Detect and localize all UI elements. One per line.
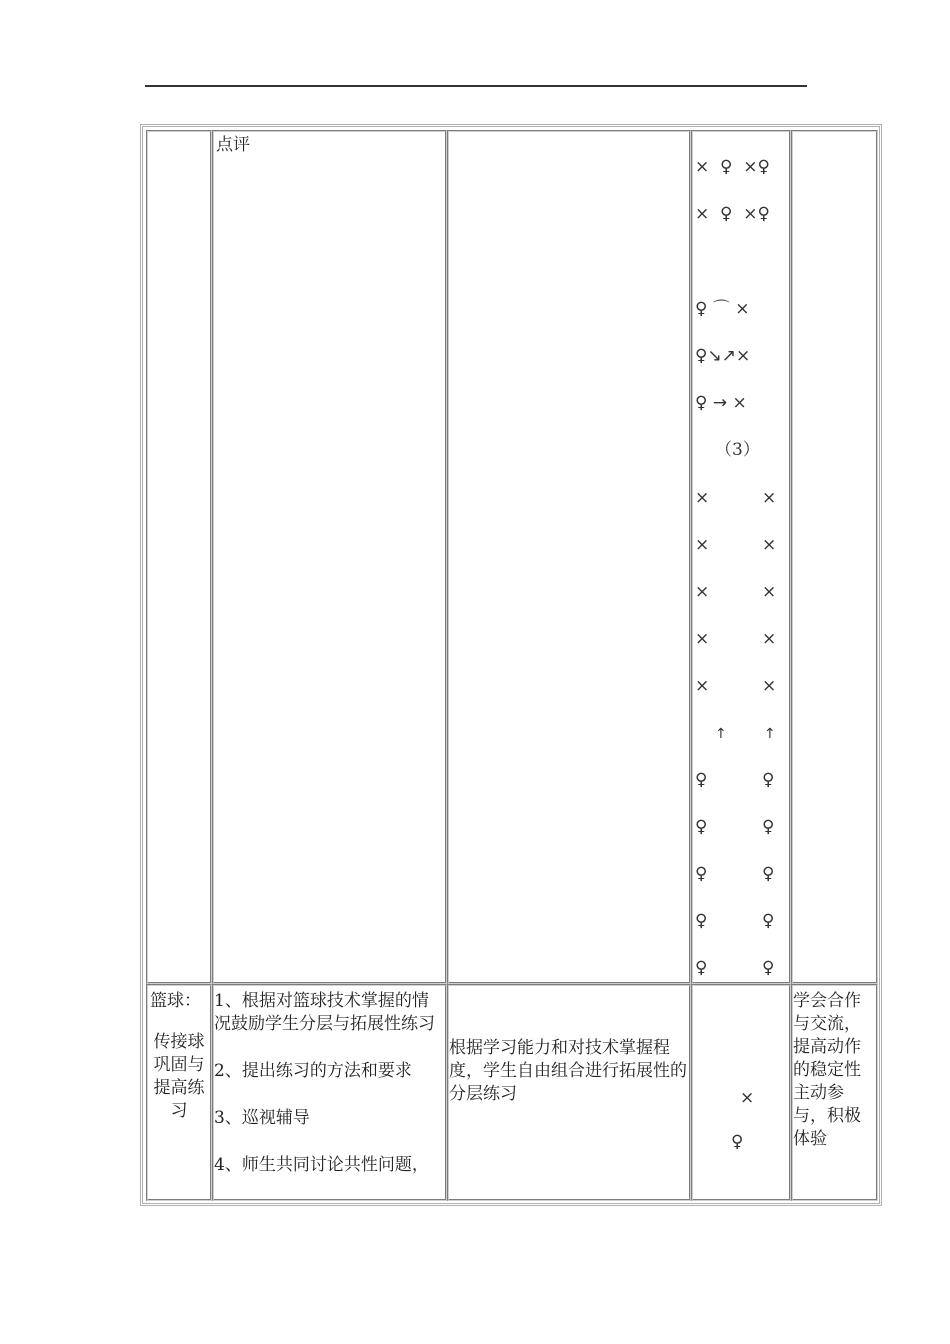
female-icon: ♀ bbox=[731, 1132, 744, 1152]
step-1: 1、根据对篮球技术掌握的情况鼓励学生分层与拓展性练习 bbox=[214, 991, 435, 1034]
header-rule bbox=[145, 85, 807, 87]
step-3: 3、巡视辅导 bbox=[214, 1108, 310, 1128]
lesson-table bbox=[140, 124, 882, 1206]
row2-steps-cell bbox=[212, 984, 447, 1201]
row1-col1 bbox=[146, 130, 212, 984]
row1-col5 bbox=[791, 130, 878, 984]
female-icon: ♀ bbox=[762, 958, 775, 978]
arrow-up-icon: ↑ bbox=[764, 726, 776, 742]
cross-icon: × bbox=[762, 629, 777, 649]
arrow-up-icon: ↑ bbox=[715, 726, 727, 742]
female-icon: ♀ bbox=[695, 911, 708, 931]
row2-formation-cell bbox=[691, 984, 791, 1201]
learning-goals: 学会合作与交流，提高动作的稳定性 主动参与，积极体验 bbox=[793, 991, 861, 1149]
row2-title-cell bbox=[146, 984, 212, 1201]
formation-row-4: ♀↘↗× bbox=[695, 346, 751, 366]
cross-icon: × bbox=[695, 582, 710, 602]
formation-label-3: （3） bbox=[715, 440, 760, 460]
female-icon: ♀ bbox=[762, 864, 775, 884]
cross-icon: × bbox=[762, 582, 777, 602]
female-icon: ♀ bbox=[695, 770, 708, 790]
cross-icon: × bbox=[695, 629, 710, 649]
cross-icon: × bbox=[695, 535, 710, 555]
formation-row-3: ♀ ⌒ × bbox=[695, 299, 750, 319]
row1-content-cell bbox=[212, 130, 447, 984]
section-subtitle: 传接球巩固与提高练习 bbox=[153, 1032, 205, 1121]
female-icon: ♀ bbox=[762, 911, 775, 931]
row2-student-cell bbox=[447, 984, 691, 1201]
female-icon: ♀ bbox=[762, 770, 775, 790]
female-icon: ♀ bbox=[695, 817, 708, 837]
female-icon: ♀ bbox=[695, 958, 708, 978]
step-4: 4、师生共同讨论共性问题， bbox=[214, 1155, 429, 1175]
female-icon: ♀ bbox=[762, 817, 775, 837]
row2-goals-cell bbox=[791, 984, 878, 1201]
female-icon: ♀ bbox=[695, 864, 708, 884]
cross-icon: × bbox=[762, 488, 777, 508]
row1-student-cell bbox=[447, 130, 691, 984]
content-label: 点评 bbox=[216, 135, 250, 155]
step-2: 2、提出练习的方法和要求 bbox=[214, 1061, 412, 1081]
cross-icon: × bbox=[762, 535, 777, 555]
formation-row-2: × ♀ ×♀ bbox=[695, 204, 771, 224]
formation-row-1: × ♀ ×♀ bbox=[695, 157, 771, 177]
student-activity: 根据学习能力和对技术掌握程度，学生自由组合进行拓展性的分层练习 bbox=[449, 1038, 687, 1104]
cross-icon: × bbox=[695, 676, 710, 696]
cross-icon: × bbox=[762, 676, 777, 696]
row1-diagram-cell bbox=[691, 130, 791, 984]
cross-icon: × bbox=[695, 488, 710, 508]
section-title: 篮球： bbox=[150, 991, 201, 1011]
cross-icon: × bbox=[740, 1088, 755, 1108]
formation-row-5: ♀ → × bbox=[695, 393, 747, 413]
